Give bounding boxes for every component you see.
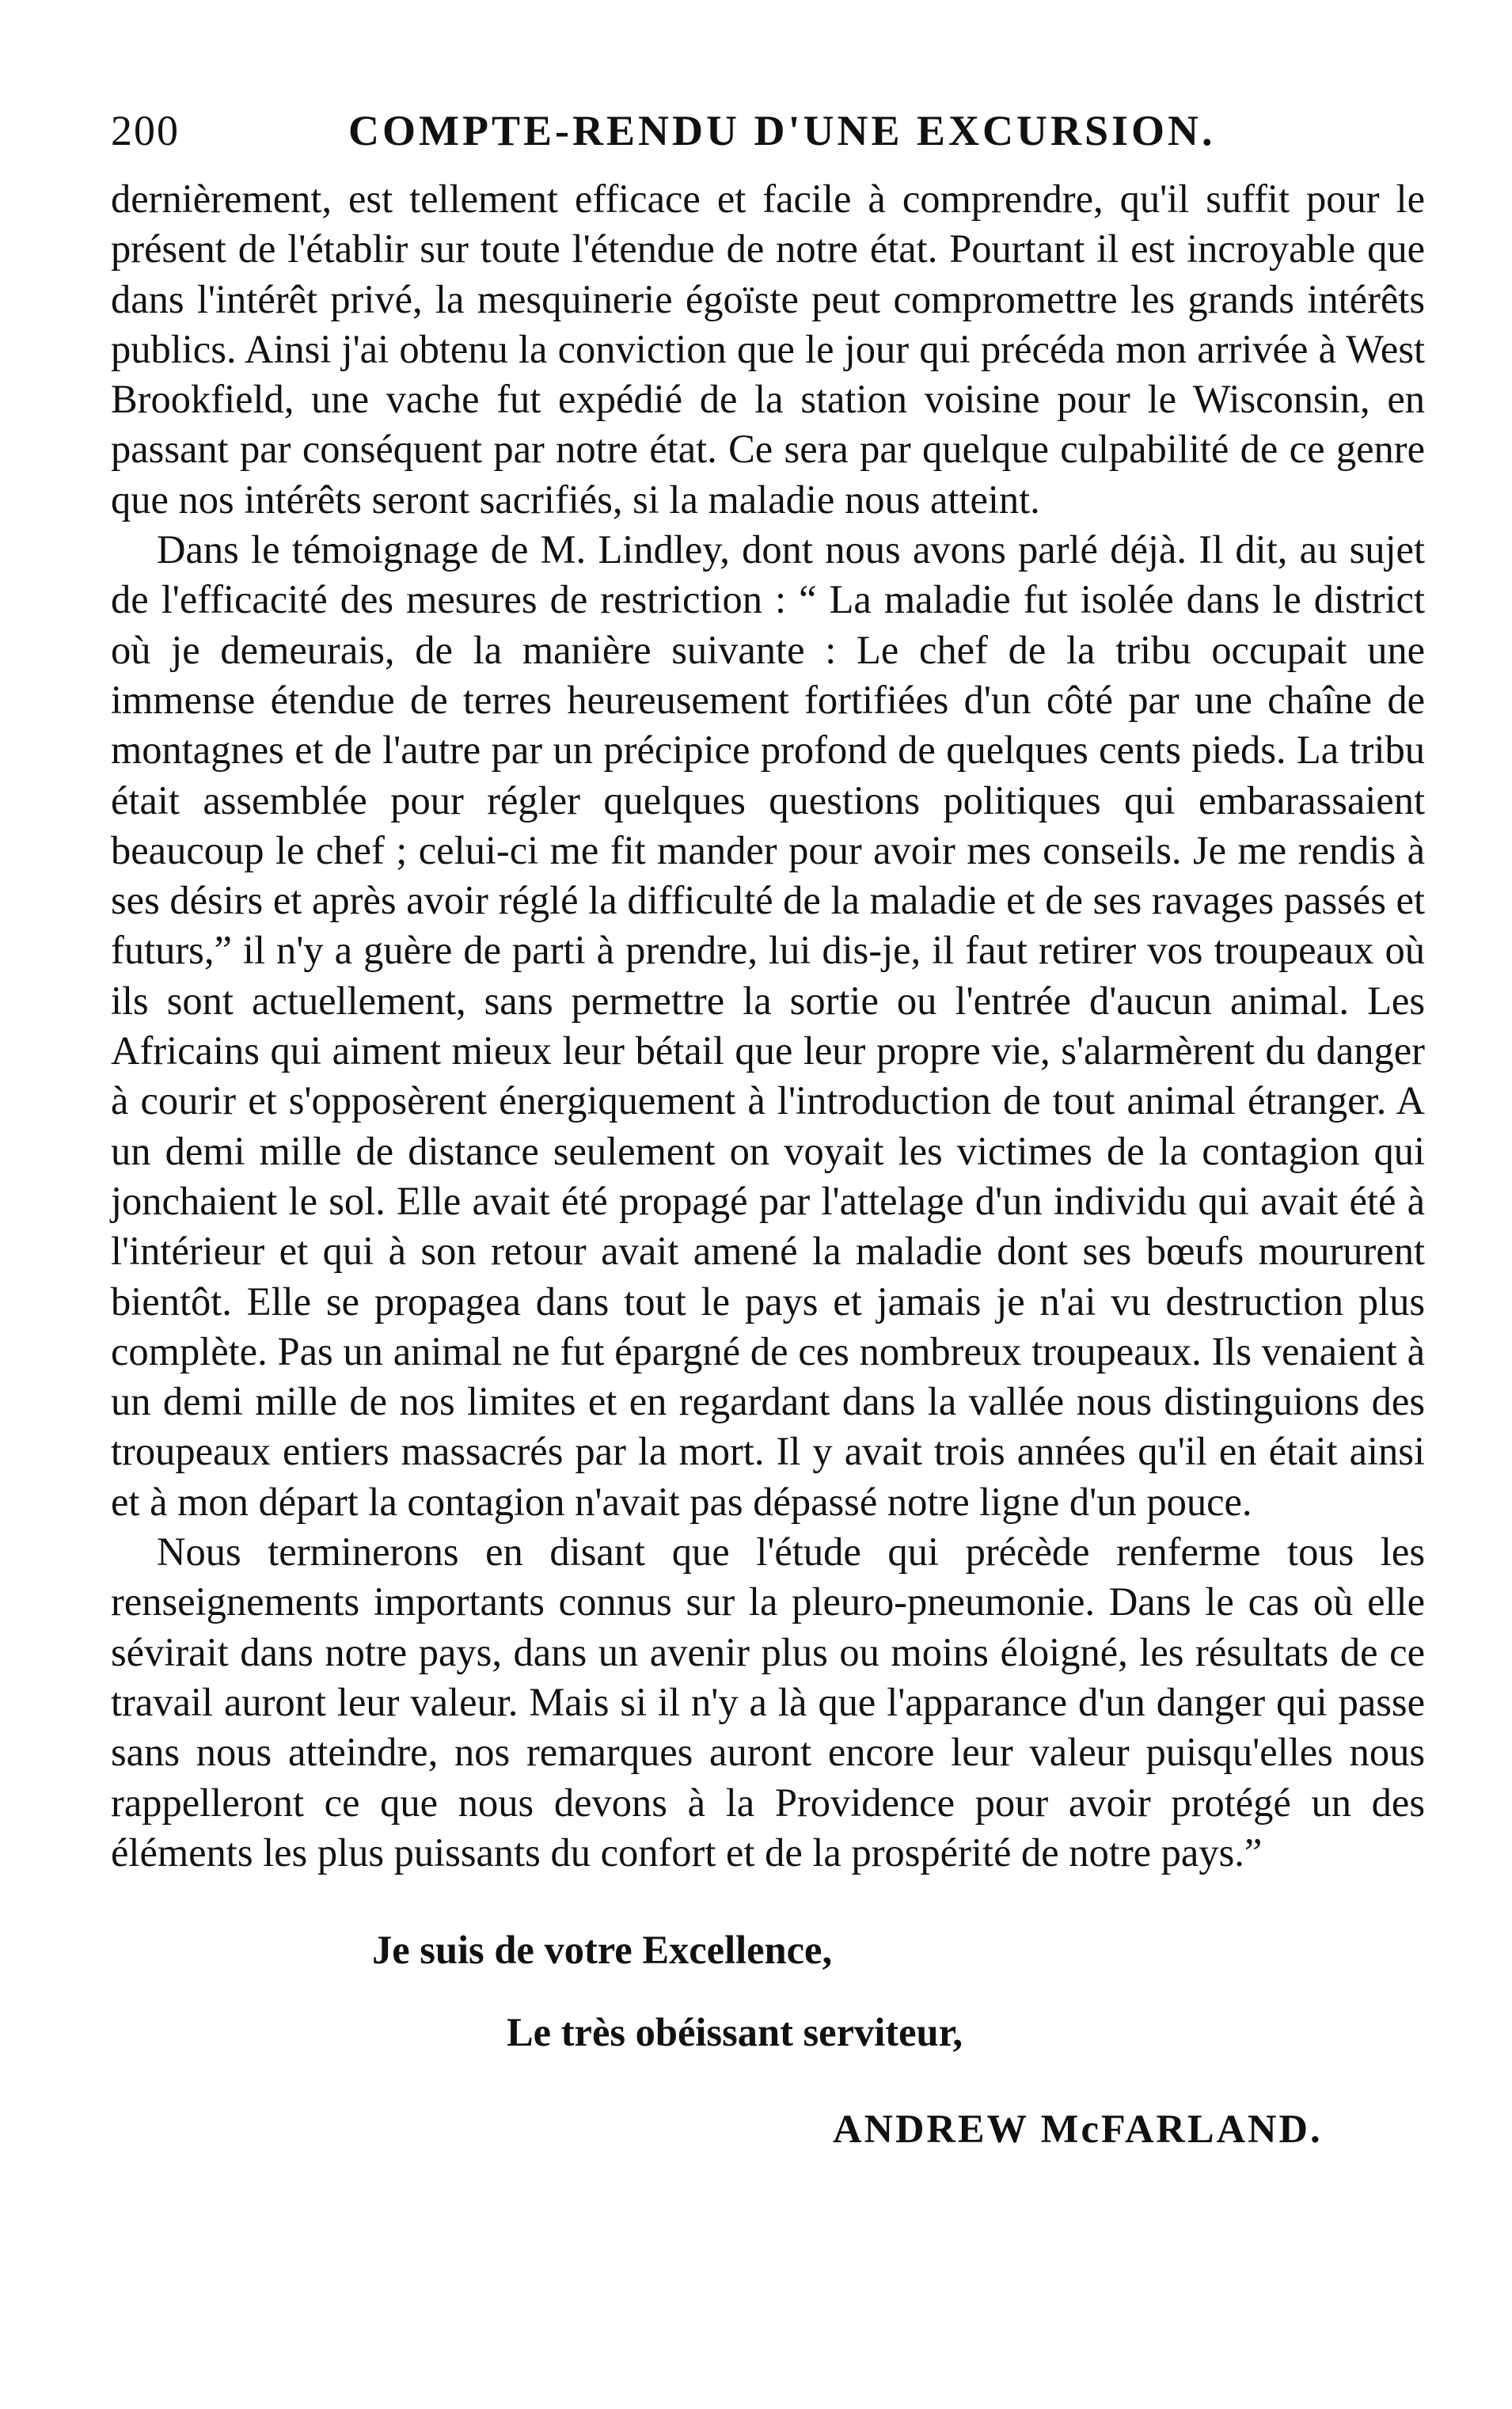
body-text xyxy=(111,174,1425,1878)
paragraph-lindley-testimony: Dans le témoignage de M. Lindley, dont nous avons parlé déjà. Il dit, au sujet de l'efficacité des mesures de restriction : “ La maladie fut isolée dans le district où je demeurais, de la manière suivante : Le chef de la tribu occupait une immense étendue de terres heureusement fortifiées d'un côté par une chaîne de montagnes et de l'autre par un précipice profond de quelques cents pieds. La tribu était assemblée pour régler quelques questions politiques qui embarassaient beaucoup le chef ; celui-ci me fit mander pour avoir mes conseils. Je me rendis à ses désirs et après avoir réglé la difficulté de la maladie et de ses ravages passés et futurs,” il n'y a guère de parti à prendre, lui dis-je, il faut retirer vos troupeaux où ils sont actuellement, sans permettre la sortie ou l'entrée d'aucun animal. Les Africains qui aiment mieux leur bétail que leur propre vie, s'alarmèrent du danger à courir et s'opposèrent énergiquement à l'introduction de tout animal étranger. A un demi mille de distance seulement on voyait les victimes de la contagion qui jonchaient le sol. Elle avait été propagé par l'attelage d'un individu qui avait été à l'intérieur et qui à son retour avait amené la maladie dont ses bœufs moururent bientôt. Elle se propagea dans tout le pays et jamais je n'ai vu destruction plus complète. Pas un animal ne fut épargné de ces nombreux troupeaux. Ils venaient à un demi mille de nos limites et en regardant dans la vallée nous distinguions des troupeaux entiers massacrés par la mort. Il y avait trois années qu'il en était ainsi et à mon départ la contagion n'avait pas dépassé notre ligne d'un pouce. xyxy=(111,527,1425,1524)
signature: ANDREW McFARLAND. xyxy=(833,2107,1323,2152)
closing-servant-line: Le très obéissant serviteur, xyxy=(507,2010,963,2055)
closing-salutation: Je suis de votre Excellence, xyxy=(372,1928,833,1973)
running-title: COMPTE-RENDU D'UNE EXCURSION. xyxy=(348,107,1216,154)
paragraph-conclusion: Nous terminerons en disant que l'étude qui précède renferme tous les renseignements importants connus sur la pleuro-pneumonie. Dans le cas où elle sévirait dans notre pays, dans un avenir plus ou moins éloigné, les résultats de ce travail auront leur valeur. Mais si il n'y a là que l'apparance d'un danger qui passe sans nous atteindre, nos remarques auront encore leur valeur puisqu'elles nous rappelleront ce que nous devons à la Providence pour avoir protégé un des éléments les plus puissants du confort et de la prospérité de notre pays.” xyxy=(111,1529,1425,1875)
page-number: 200 xyxy=(111,107,180,154)
paragraph-continuation: dernièrement, est tellement efficace et facile à comprendre, qu'il suffit pour le présent de l'établir sur toute l'étendue de notre état. Pourtant il est incroyable que dans l'intérêt privé, la mesquinerie égoïste peut compromettre les grands intérêts publics. Ainsi j'ai obtenu la conviction que le jour qui précéda mon arrivée à West Brookfield, une vache fut expédié de la station voisine pour le Wisconsin, en passant par conséquent par notre état. Ce sera par quelque culpabilité de ce genre que nos intérêts seront sacrifiés, si la maladie nous atteint. xyxy=(111,177,1425,522)
running-header xyxy=(111,95,1425,174)
document-page xyxy=(111,95,1425,2212)
letter-closing xyxy=(111,1927,1425,2212)
